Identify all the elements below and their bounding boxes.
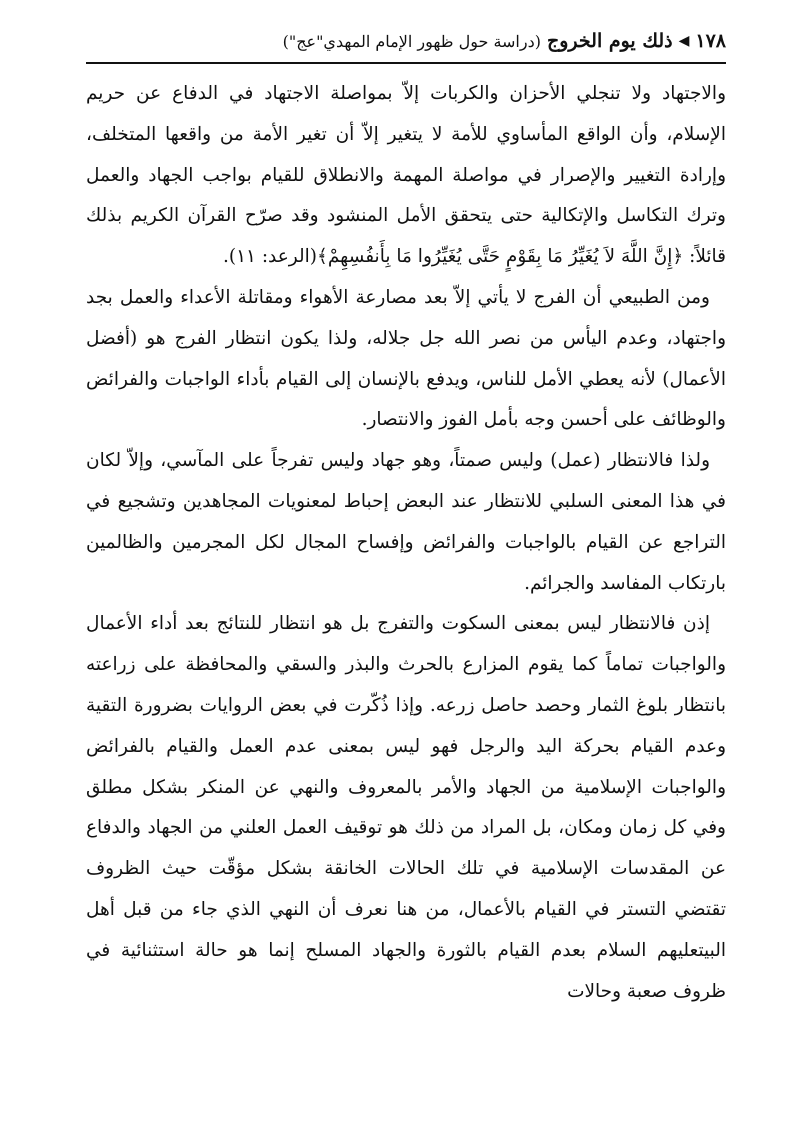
paragraph-text: ولذا فالانتظار (عمل) وليس صمتاً، وهو جهاد وليس تفرجاً على المآسي، وإلاّ لكان في هذا المعنى السلبي للانتظار عند البعض إحباط لمعنويات المجاهدين وتشجيع في التراجع عن القيام بالواجبات والفرائض وإفساح المجال لكل المجرمين والظالمين بارتكاب المفاسد والجرائم. [86,450,726,594]
paragraph-text: ومن الطبيعي أن الفرج لا يأتي إلاّ بعد مصارعة الأهواء ومقاتلة الأعداء والعمل بجد واجتهاد، وعدم اليأس من نصر الله جل جلاله، ولذا يكون انتظار الفرج هو (أفضل الأعمال) لأنه يعطي الأمل للناس، ويدفع بالإنسان إلى القيام بأداء الواجبات والفرائض والوظائف على أحسن وجه بأمل الفوز والانتصار. [86,286,726,431]
running-subtitle: (دراسة حول ظهور الإمام المهدي"عج") [282,31,541,51]
paragraph-text: والاجتهاد ولا تنجلي الأحزان والكربات إلاّ بمواصلة الاجتهاد في الدفاع عن حريم الإسلام، وأن الواقع المأساوي للأمة لا يتغير إلاّ أن تغير الأمة من واقعها المتخلف، وإرادة التغيير والإصرار في مواصلة المهمة والانطلاق للقيام بواجب الجهاد والعمل وترك التكاسل والإتكالية حتى يتحقق الأمل المنشود وقد صرّح القرآن الكريم بذلك قائلاً: [86,83,726,268]
page-number: ١٧٨ [695,30,726,52]
paragraph-3 [86,441,726,604]
running-title: ذلك يوم الخروج [546,30,673,52]
paragraph-4 [86,604,726,1012]
page-body [86,74,726,1012]
paragraph-text: إذن فالانتظار ليس بمعنى السكوت والتفرج بل هو انتظار للنتائج بعد أداء الأعمال والواجبات تماماً كما يقوم المزارع بالحرث والبذر والسقي والمحافظة على زراعته بانتظار بلوغ الثمار وحصد حاصل زرعه. وإذا ذُكّرت في بعض الروايات بضرورة التقية وعدم القيام بحركة اليد والرجل فهو ليس بمعنى عدم العمل والقيام بالفرائض والواجبات الإسلامية من الجهاد والأمر بالمعروف والنهي عن المنكر بشكل مطلق وفي كل زمان ومكان، بل المراد من ذلك هو توقيف العمل العلني من الجهاد والدفاع عن المقدسات الإسلامية في تلك الحالات الخانقة بشكل مؤقّت حيث الظروف تقتضي التستر في القيام بالأعمال، من هنا نعرف أن النهي الذي جاء من قبل أهل البيتعليهم السلام بعدم القيام بالثورة والجهاد المسلح إنما هو حالة استثنائية في ظروف صعبة وحالات [86,613,726,1002]
verse-reference: (الرعد: ١١). [222,246,318,268]
page-header [86,22,726,64]
quran-verse: ﴿إِنَّ اللَّهَ لاَ يُغَيِّرُ مَا بِقَوْمٍ حَتَّى يُغَيِّرُوا مَا بِأَنفُسِهِمْ﴾ [317,246,684,268]
book-page [86,22,726,1122]
paragraph-2 [86,278,726,441]
left-triangle-arrow-icon: ◀ [678,33,690,49]
paragraph-1 [86,74,726,278]
